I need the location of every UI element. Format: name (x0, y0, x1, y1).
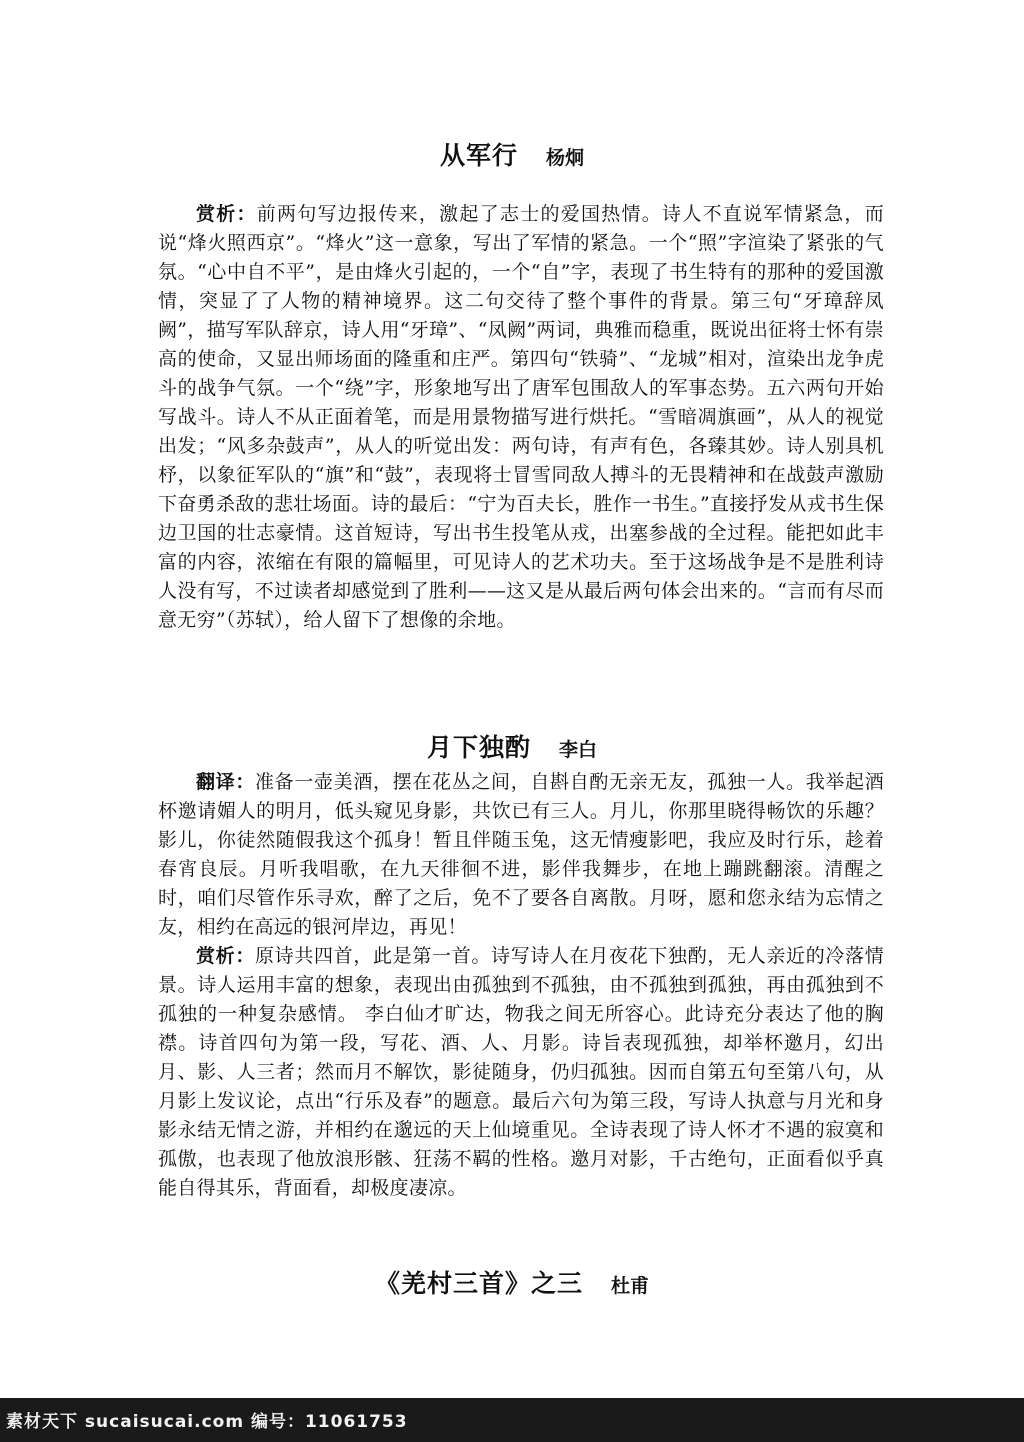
poem-title-row (0, 728, 1024, 764)
translation-label: 翻译： (196, 771, 256, 793)
watermark-footer (0, 1398, 1024, 1442)
appreciation-paragraph (158, 942, 884, 1203)
poem-commentary (158, 768, 884, 1203)
appreciation-text: 前两句写边报传来，激起了志士的爱国热情。诗人不直说军情紧急，而说“烽火照西京”。“烽火”这一意象，写出了军情的紧急。一个“照”字渲染了紧张的气氛。“心中自不平”，是由烽火引起的，一个“自”字，表现了书生特有的那种的爱国激情，突显了了人物的精神境界。这二句交待了整个事件的背景。第三句“牙璋辞凤阙”，描写军队辞京，诗人用“牙璋”、“凤阙”两词，典雅而稳重，既说出征将士怀有崇高的使命，又显出师场面的隆重和庄严。第四句“铁骑”、“龙城”相对，渲染出龙争虎斗的战争气氛。一个“绕”字，形象地写出了唐军包围敌人的军事态势。五六两句开始写战斗。诗人不从正面着笔，而是用景物描写进行烘托。“雪暗凋旗画”，从人的视觉出发；“风多杂鼓声”，从人的听觉出发：两句诗，有声有色，各臻其妙。诗人别具机杼，以象征军队的“旗”和“鼓”，表现将士冒雪同敌人搏斗的无畏精神和在战鼓声激励下奋勇杀敌的悲壮场面。诗的最后：“宁为百夫长，胜作一书生。”直接抒发从戎书生保边卫国的壮志豪情。这首短诗，写出书生投笔从戎，出塞参战的全过程。能把如此丰富的内容，浓缩在有限的篇幅里，可见诗人的艺术功夫。至于这场战争是不是胜利诗人没有写，不过读者却感觉到了胜利——这又是从最后两句体会出来的。“言而有尽而意无穷”（苏轼），给人留下了想像的余地。 (158, 203, 884, 631)
appreciation-label: 赏析： (196, 203, 257, 225)
poem-author: 杜甫 (611, 1275, 650, 1297)
poem-title: 《羌村三首》之三 (374, 1269, 583, 1298)
poem-title: 从军行 (439, 141, 518, 170)
translation-text: 准备一壶美酒，摆在花丛之间，自斟自酌无亲无友，孤独一人。我举起酒杯邀请媚人的明月，低头窥见身影，共饮已有三人。月儿，你那里晓得畅饮的乐趣？影儿，你徒然随假我这个孤身！暂且伴随玉兔，这无情瘦影吧，我应及时行乐，趁着春宵良辰。月听我唱歌，在九天徘徊不进，影伴我舞步，在地上蹦跳翻滚。清醒之时，咱们尽管作乐寻欢，醉了之后，免不了要各自离散。月呀，愿和您永结为忘情之友，相约在高远的银河岸边，再见！ (158, 771, 884, 938)
poem-title-row (0, 136, 1024, 172)
appreciation-label: 赏析： (196, 945, 256, 967)
translation-paragraph (158, 768, 884, 942)
appreciation-paragraph (158, 200, 884, 635)
poem-author: 杨炯 (546, 147, 585, 169)
poem-commentary (158, 200, 884, 635)
poem-title-row (0, 1264, 1024, 1300)
watermark-text: 素材天下 sucaisucai.com 编号：11061753 (6, 1412, 408, 1432)
poem-author: 李白 (559, 739, 598, 761)
appreciation-text: 原诗共四首，此是第一首。诗写诗人在月夜花下独酌，无人亲近的冷落情景。诗人运用丰富的想象，表现出由孤独到不孤独，由不孤独到孤独，再由孤独到不孤独的一种复杂感情。 李白仙才旷达，物我之间无所容心。此诗充分表达了他的胸襟。诗首四句为第一段，写花、酒、人、月影。诗旨表现孤独，却举杯邀月，幻出月、影、人三者；然而月不解饮，影徒随身，仍归孤独。因而自第五句至第八句，从月影上发议论，点出“行乐及春”的题意。最后六句为第三段，写诗人执意与月光和身影永结无情之游，并相约在邈远的天上仙境重见。全诗表现了诗人怀才不遇的寂寞和孤傲，也表现了他放浪形骸、狂荡不羁的性格。邀月对影，千古绝句，正面看似乎真能自得其乐，背面看，却极度凄凉。 (158, 945, 884, 1199)
poem-title: 月下独酌 (426, 733, 531, 762)
